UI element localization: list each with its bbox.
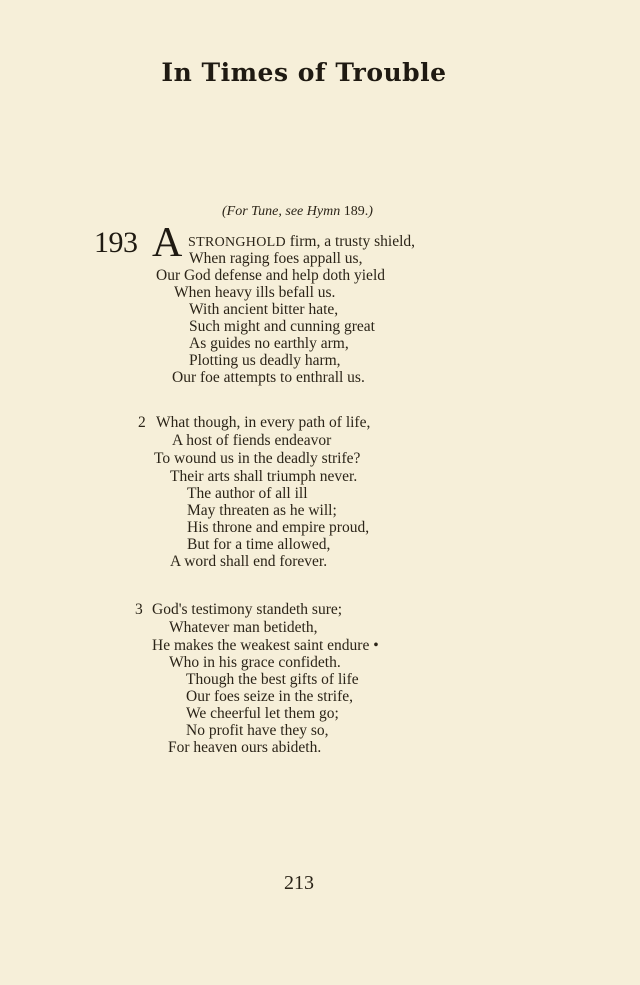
verse-1-line-4: When heavy ills befall us. bbox=[174, 284, 336, 301]
verse-3-line-3: He makes the weakest saint endure • bbox=[152, 637, 379, 654]
page-number: 213 bbox=[284, 872, 314, 894]
tune-note-suffix: ) bbox=[368, 204, 373, 219]
page-title: In Times of Trouble bbox=[161, 58, 447, 87]
verse-2-number: 2 bbox=[138, 414, 146, 431]
verse-1-line-6: Such might and cunning great bbox=[189, 318, 375, 335]
verse-2-line-8: But for a time allowed, bbox=[187, 536, 331, 553]
verse-2-line-9: A word shall end forever. bbox=[170, 553, 328, 570]
verse-1-first-rest: firm, a trusty shield, bbox=[285, 233, 416, 250]
verse-2-line-7: His throne and empire proud, bbox=[187, 519, 370, 536]
tune-note-prefix: (For Tune, see Hymn bbox=[222, 204, 344, 219]
verse-3-line-7: We cheerful let them go; bbox=[186, 705, 339, 722]
verse-1-first-word: STRONGHOLD bbox=[188, 235, 286, 250]
verse-2-line-3: To wound us in the deadly strife? bbox=[154, 450, 361, 467]
tune-note bbox=[222, 204, 373, 220]
verse-2-line-5: The author of all ill bbox=[187, 485, 308, 502]
verse-2-line-6: May threaten as he will; bbox=[187, 502, 337, 519]
verse-3-line-2: Whatever man betideth, bbox=[169, 619, 318, 636]
verse-3-line-1: God's testimony standeth sure; bbox=[152, 601, 343, 618]
verse-1-line-2: When raging foes appall us, bbox=[189, 250, 363, 267]
verse-3-number: 3 bbox=[135, 601, 143, 618]
tune-note-ref: 189. bbox=[343, 204, 369, 219]
verse-1-line-7: As guides no earthly arm, bbox=[189, 335, 349, 352]
verse-2-line-2: A host of fiends endeavor bbox=[172, 432, 332, 449]
verse-1-line-9: Our foe attempts to enthrall us. bbox=[172, 369, 365, 386]
verse-3-line-6: Our foes seize in the strife, bbox=[186, 688, 353, 705]
verse-2-line-1: What though, in every path of life, bbox=[156, 414, 371, 431]
verse-3-line-4: Who in his grace confideth. bbox=[169, 654, 341, 671]
verse-3-line-5: Though the best gifts of life bbox=[186, 671, 359, 688]
verse-2-line-4: Their arts shall triumph never. bbox=[170, 468, 358, 485]
hymn-number: 193 bbox=[94, 226, 138, 259]
verse-3-line-8: No profit have they so, bbox=[186, 722, 329, 739]
verse-1-line-3: Our God defense and help doth yield bbox=[156, 267, 385, 284]
verse-1-line-5: With ancient bitter hate, bbox=[189, 301, 339, 318]
verse-1-line-8: Plotting us deadly harm, bbox=[189, 352, 341, 369]
verse-3-line-9: For heaven ours abideth. bbox=[168, 739, 322, 756]
drop-cap: A bbox=[152, 220, 183, 266]
